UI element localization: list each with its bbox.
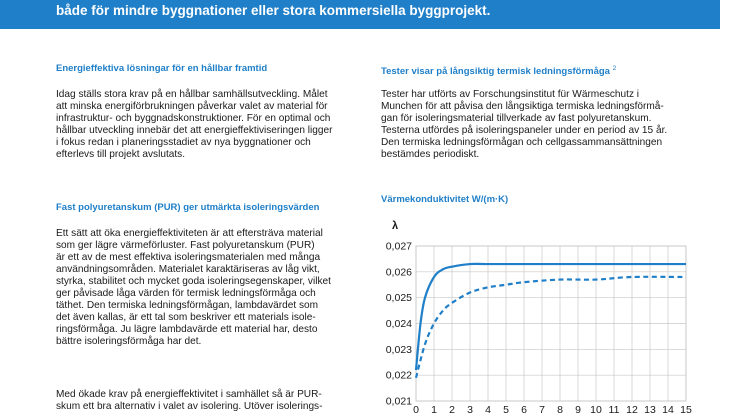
text-line: efterlevs till projekt avslutats. [56, 149, 186, 160]
text-line: Ett sätt att öka energieffektiviteten är att eftersträva material [56, 228, 323, 239]
x-tick-label: 3 [467, 404, 473, 416]
text-line: användningsområden. Materialet karaktäriseras av låg vikt, [56, 264, 320, 275]
section-heading-tests [381, 63, 616, 78]
paragraph-tests [381, 89, 691, 161]
y-tick-label: 0,022 [385, 369, 412, 382]
header-banner [0, 0, 720, 29]
paragraph-energy [56, 89, 366, 161]
text-line: som ger lägre värmeförluster. Fast polyuretanskum (PUR) [56, 240, 315, 251]
text-line: styrka, stabilitet och mycket goda isoleringsegenskaper, vilket [56, 276, 331, 287]
footnote-marker: 2 [612, 65, 617, 72]
y-tick-label: 0,026 [385, 266, 412, 279]
text-line: skum ett bra alternativ i valet av isolering. Utöver isolerings- [56, 401, 323, 412]
text-line: Med ökade krav på energieffektivitet i samhället så är PUR- [56, 389, 322, 400]
x-tick-label: 14 [662, 404, 674, 416]
x-tick-label: 1 [431, 404, 437, 416]
text-line: är ett av de mest effektiva isoleringsmaterialen med många [56, 252, 321, 263]
text-line: ger påvisade låga värden för termisk ledningsförmåga och [56, 288, 316, 299]
text-line: infrastruktur- och byggnadskonstruktioner. För en optimal och [56, 113, 331, 124]
text-line: hållbar utveckling innebär det att energieffektiviseringen ligger [56, 125, 333, 136]
chart-heading: Värmekonduktivitet W/(m·K) [381, 194, 509, 205]
text-line: täthet. Den termiska ledningsförmågan, lambdavärdet som [56, 300, 319, 311]
text-line: bättre isoleringsförmåga har det. [56, 336, 202, 347]
text-line: det även kallas, är ett tal som beskriver ett materials isole- [56, 312, 316, 323]
y-tick-label: 0,024 [385, 318, 412, 330]
x-tick-label: 9 [575, 404, 581, 416]
section-heading-energy: Energieffektiva lösningar för en hållbar framtid [56, 63, 268, 74]
text-line: att minska energiförbrukningen påverkar valet av material för [56, 101, 328, 112]
thermal-conductivity-chart [381, 216, 721, 419]
x-tick-label: 10 [590, 404, 602, 416]
x-tick-label: 8 [557, 404, 563, 416]
text-line: gan för isoleringsmaterial tillverkade av fast polyuretanskum. [381, 113, 652, 124]
paragraph-pur-continued [56, 389, 366, 413]
x-tick-label: 7 [539, 404, 545, 416]
x-tick-label: 0 [413, 404, 419, 416]
x-tick-label: 15 [680, 404, 692, 416]
section-heading-pur: Fast polyuretanskum (PUR) ger utmärkta isoleringsvärden [56, 202, 320, 213]
text-line: Idag ställs stora krav på en hållbar samhällsutveckling. Målet [56, 89, 328, 100]
text-line: i fokus redan i planeringsstadiet av nya byggnationer och [56, 137, 311, 148]
text-line: bestämdes periodiskt. [381, 149, 480, 160]
x-tick-label: 13 [644, 404, 656, 416]
banner-text: både för mindre byggnationer eller stora kommersiella byggprojekt. [56, 3, 491, 18]
text-line: ringsförmåga. Ju lägre lambdavärde ett material har, desto [56, 324, 318, 335]
x-tick-label: 2 [449, 404, 455, 416]
tests-heading-text: Tester visar på långsiktig termisk ledningsförmåga [381, 66, 610, 78]
y-tick-label: 0,027 [385, 240, 412, 253]
y-tick-label: 0,025 [385, 292, 412, 305]
x-tick-label: 6 [521, 404, 527, 416]
text-line: Den termiska ledningsförmågan och cellgassammansättningen [381, 137, 663, 148]
x-tick-label: 5 [503, 404, 509, 416]
x-tick-label: 12 [626, 404, 638, 416]
y-axis-label: λ [391, 220, 399, 232]
text-line: Testerna utfördes på isoleringspaneler under en period av 15 år. [381, 125, 668, 136]
x-tick-label: 11 [608, 404, 620, 416]
y-tick-label: 0,023 [385, 343, 412, 356]
paragraph-pur [56, 228, 366, 348]
x-tick-label: 4 [485, 404, 491, 416]
text-line: Munchen för att påvisa den långsiktiga termiska ledningsförmå- [381, 101, 664, 112]
y-tick-label: 0,021 [385, 395, 412, 408]
text-line: Tester har utförts av Forschungsinstitut für Wärmeschutz i [381, 89, 640, 100]
